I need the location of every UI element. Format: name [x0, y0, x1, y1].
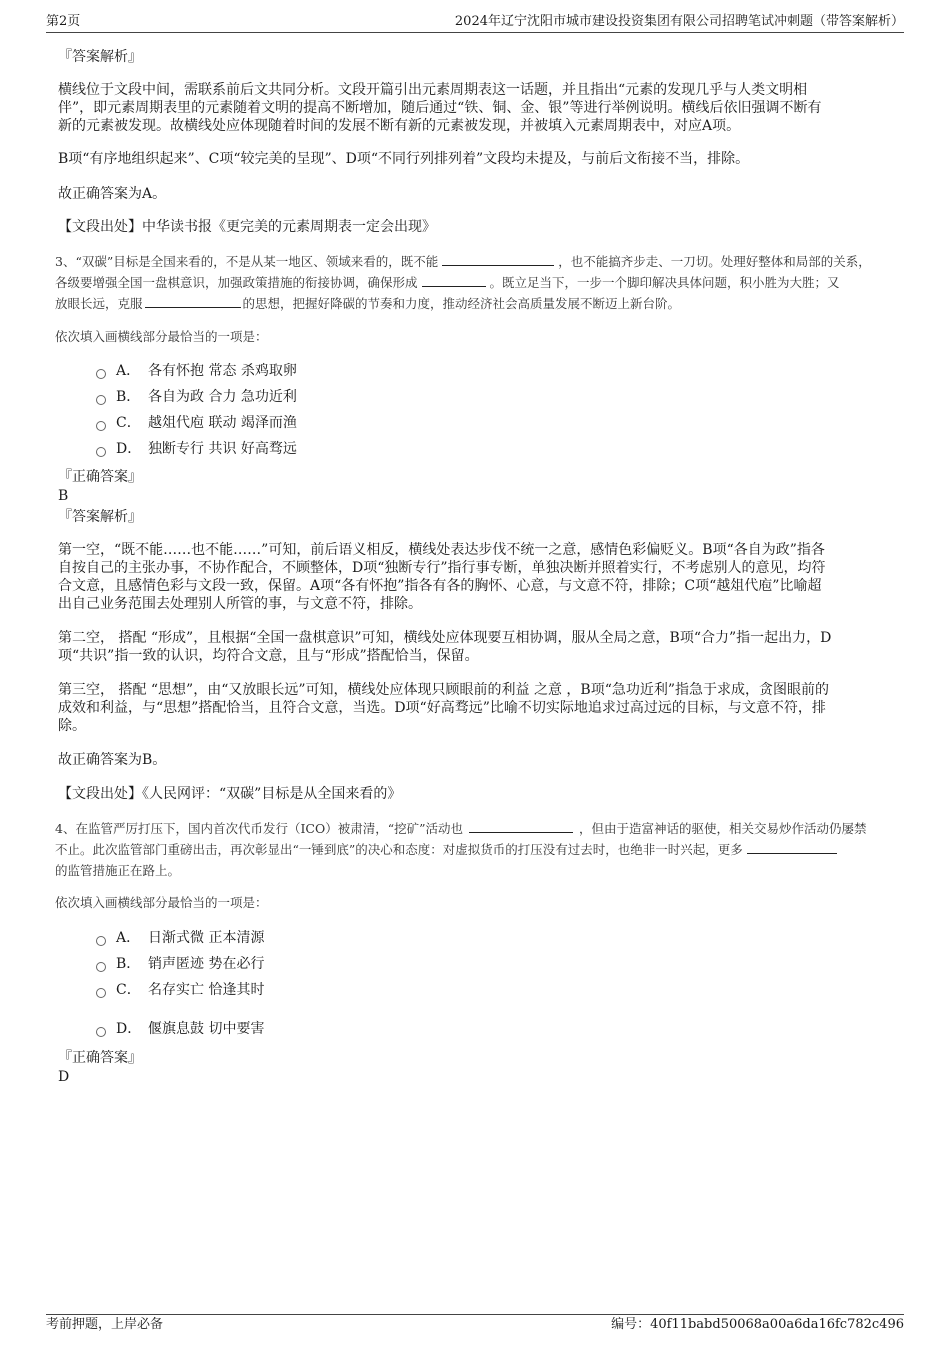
q4-answer: D: [58, 1069, 70, 1085]
question-4-prompt: 依次填入画横线部分最恰当的一项是：: [55, 895, 268, 910]
text-line: 成效和利益，与“思想”搭配恰当，且符合文意，当选。D项“好高骛远”比喻不切实际地追求过高过远的目标，与文意不符，排: [58, 700, 826, 716]
q3-answer-label: 『正确答案』: [58, 469, 142, 485]
radio-button-icon[interactable]: [96, 447, 106, 457]
question-3-stem: [55, 251, 893, 314]
radio-button-icon[interactable]: [96, 1027, 106, 1037]
q3-answer: B: [58, 488, 69, 504]
q3-option-b[interactable]: B． 各自为政 合力 急功近利: [96, 388, 297, 406]
fill-blank-2: [747, 841, 837, 854]
q3-analysis-label: 『答案解析』: [58, 509, 142, 525]
page-footer: [46, 1314, 904, 1334]
text-line: 第一空，“既不能……也不能……”可知，前后语义相反，横线处表达步伐不统一之意，感情色彩偏贬义。B项“各自为政”指各: [58, 542, 825, 558]
q4-option-d[interactable]: D． 偃旗息鼓 切中要害: [96, 1020, 264, 1038]
text-line: 横线位于文段中间，需联系前后文共同分析。文段开篇引出元素周期表这一话题，并且指出“元素的发现几乎与人类文明相: [58, 82, 808, 98]
radio-button-icon[interactable]: [96, 421, 106, 431]
q3-analysis-para1: [58, 541, 896, 613]
text-line: 新的元素被发现。故横线处应体现随着时间的发展不断有新的元素被发现，并被填入元素周期表中，对应A项。: [58, 118, 741, 134]
fill-blank-2: [422, 274, 486, 287]
prev-analysis-label: 『答案解析』: [58, 49, 142, 65]
q3-conclusion: 故正确答案为B。: [58, 752, 167, 768]
prev-analysis-para1: [58, 81, 896, 135]
radio-button-icon[interactable]: [96, 962, 106, 972]
radio-button-icon[interactable]: [96, 936, 106, 946]
stem-line: 4、在监管严厉打压下，国内首次代币发行（ICO）被肃清，“挖矿”活动也 ，但由于造富神话的驱使，相关交易炒作活动仍屡禁: [55, 821, 867, 836]
stem-line: 各级要增强全国一盘棋意识，加强政策措施的衔接协调，确保形成 。既立足当下，一步一个脚印解决具体问题，积小胜为大胜；又: [55, 275, 840, 290]
q3-option-a[interactable]: A． 各有怀抱 常态 杀鸡取卵: [96, 362, 297, 380]
q4-option-c[interactable]: C． 名存实亡 恰逢其时: [96, 981, 264, 999]
radio-button-icon[interactable]: [96, 988, 106, 998]
fill-blank-1: [469, 820, 573, 833]
stem-line: 不止。此次监管部门重磅出击，再次彰显出“一锤到底”的决心和态度：对虚拟货币的打压没有过去时，也绝非一时兴起，更多: [55, 839, 893, 860]
footer-slogan: 考前押题，上岸必备: [46, 1317, 164, 1332]
footer-serial: 编号：40f11babd50068a00a6da16fc782c496: [611, 1317, 904, 1332]
q4-option-a[interactable]: A． 日渐式微 正本清源: [96, 929, 264, 947]
page-number: 第2页: [46, 14, 81, 29]
radio-button-icon[interactable]: [96, 369, 106, 379]
prev-conclusion: 故正确答案为A。: [58, 186, 167, 202]
fill-blank-3: [145, 295, 241, 308]
q3-analysis-para2: [58, 629, 896, 665]
text-line: 伴”，即元素周期表里的元素随着文明的提高不断增加，随后通过“铁、铜、金、银”等进行举例说明。横线后依旧强调不断有: [58, 100, 822, 116]
q3-analysis-para3: [58, 681, 896, 735]
radio-button-icon[interactable]: [96, 395, 106, 405]
prev-source: 【文段出处】中华读书报《更完美的元素周期表一定会出现》: [58, 219, 436, 235]
question-3-prompt: 依次填入画横线部分最恰当的一项是：: [55, 329, 268, 344]
text-line: 第二空， 搭配 “形成”，且根据“全国一盘棋意识”可知，横线处应体现要互相协调，服从全局之意，B项“合力”指一起出力，D: [58, 630, 832, 646]
text-line: 自按自己的主张办事，不协作配合，不顾整体，D项“独断专行”指行事专断，单独决断并照着实行，不考虑别人的意见，均符: [58, 560, 826, 576]
text-line: 合文意，且感情色彩与文段一致，保留。A项“各有怀抱”指各有各的胸怀、心意，与文意不符，排除；C项“越俎代庖”比喻超: [58, 578, 822, 594]
document-title: 2024年辽宁沈阳市城市建设投资集团有限公司招聘笔试冲刺题（带答案解析）: [454, 14, 904, 29]
stem-line: 的监管措施正在路上。: [55, 863, 181, 878]
text-line: 第三空， 搭配 “思想”，由“又放眼长远”可知，横线处应体现只顾眼前的利益 之意 ，B项“急功近利”指急于求成，贪图眼前的: [58, 682, 830, 698]
q3-option-c[interactable]: C． 越俎代庖 联动 竭泽而渔: [96, 414, 297, 432]
text-line: 出自己业务范围去处理别人所管的事，与文意不符，排除。: [58, 596, 422, 612]
question-4-stem: [55, 818, 893, 881]
page-header: [46, 14, 904, 33]
stem-line: 3、“双碳”目标是全国来看的，不是从某一地区、领域来看的，既不能 ，也不能搞齐步走、一刀切。处理好整体和局部的关系，: [55, 254, 871, 269]
q4-answer-label: 『正确答案』: [58, 1050, 142, 1066]
text-line: 除。: [58, 718, 86, 734]
q3-option-d[interactable]: D． 独断专行 共识 好高骛远: [96, 440, 297, 458]
text-line: 项“共识”指一致的认识，均符合文意，且与“形成”搭配恰当，保留。: [58, 648, 479, 664]
stem-line: 放眼长远，克服 的思想，把握好降碳的节奏和力度，推动经济社会高质量发展不断迈上新台阶。: [55, 296, 681, 311]
q3-source: 【文段出处】《人民网评：“双碳”目标是从全国来看的》: [58, 786, 402, 802]
q4-option-b[interactable]: B． 销声匿迹 势在必行: [96, 955, 264, 973]
prev-analysis-para2: B项“有序地组织起来”、C项“较完美的呈现”、D项“不同行列排列着”文段均未提及，与前后文衔接不当，排除。: [58, 151, 750, 167]
fill-blank-1: [442, 253, 554, 266]
